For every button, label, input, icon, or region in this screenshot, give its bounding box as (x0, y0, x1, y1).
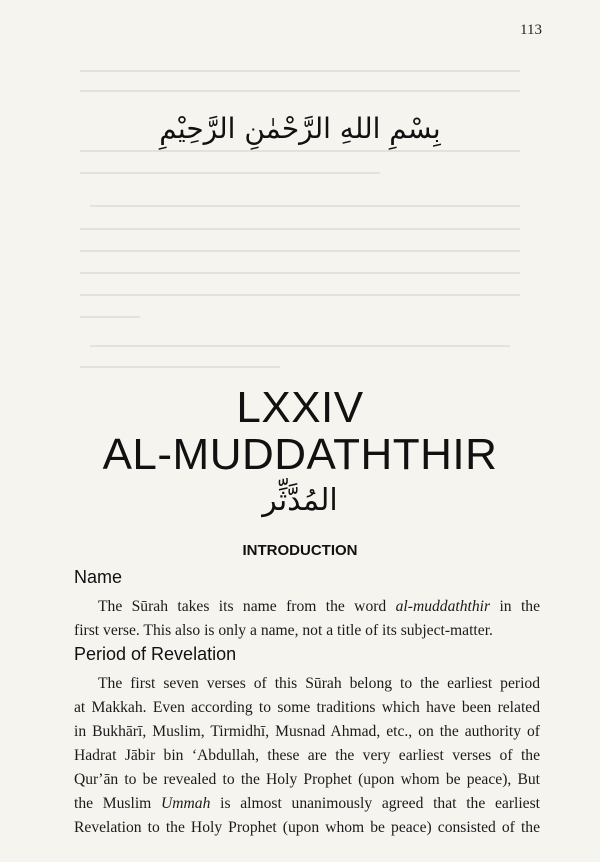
surah-number-heading: LXXIV (236, 383, 364, 432)
surah-name-heading: AL-MUDDATHTHIR (102, 430, 498, 479)
paragraph-line: Qurʼān to be revealed to the Holy Prophet (upon whom be peace), But (74, 771, 540, 788)
paragraph-line: Hadrat Jābir bin ʻAbdullah, these are the very earliest verses of the (74, 747, 540, 764)
page-number: 113 (520, 22, 542, 38)
paragraph-line: Revelation to the Holy Prophet (upon whom be peace) consisted of the (74, 819, 540, 836)
paragraph-name (74, 595, 540, 643)
paragraph-line: at Makkah. Even according to some traditions which have been related (74, 699, 540, 716)
paragraph-line: in Bukhārī, Muslim, Tirmidhī, Musnad Ahmad, etc., on the authority of (74, 723, 540, 740)
section-heading-name: Name (74, 567, 123, 587)
section-heading-period: Period of Revelation (74, 644, 237, 664)
paragraph-period (74, 672, 540, 840)
paragraph-line (74, 595, 540, 619)
introduction-heading: INTRODUCTION (242, 542, 358, 559)
paragraph-line: first verse. This also is only a name, not a title of its subject-matter. (74, 622, 493, 639)
italic-term: Ummah (161, 795, 211, 812)
paragraph-line: The first seven verses of this Sūrah belong to the earliest period (98, 675, 540, 692)
bismillah-calligraphy: بِسْمِ اللهِ الرَّحْمٰنِ الرَّحِيْمِ (159, 112, 441, 145)
paragraph-line: the Muslim Ummah is almost unanimously agreed that the earliest (74, 795, 540, 812)
surah-arabic-title: المُدَّثِّر (262, 483, 338, 518)
line-text: The Sūrah takes its name from the word al-muddaththir in the (98, 598, 541, 615)
italic-term: al-muddaththir (395, 598, 491, 615)
